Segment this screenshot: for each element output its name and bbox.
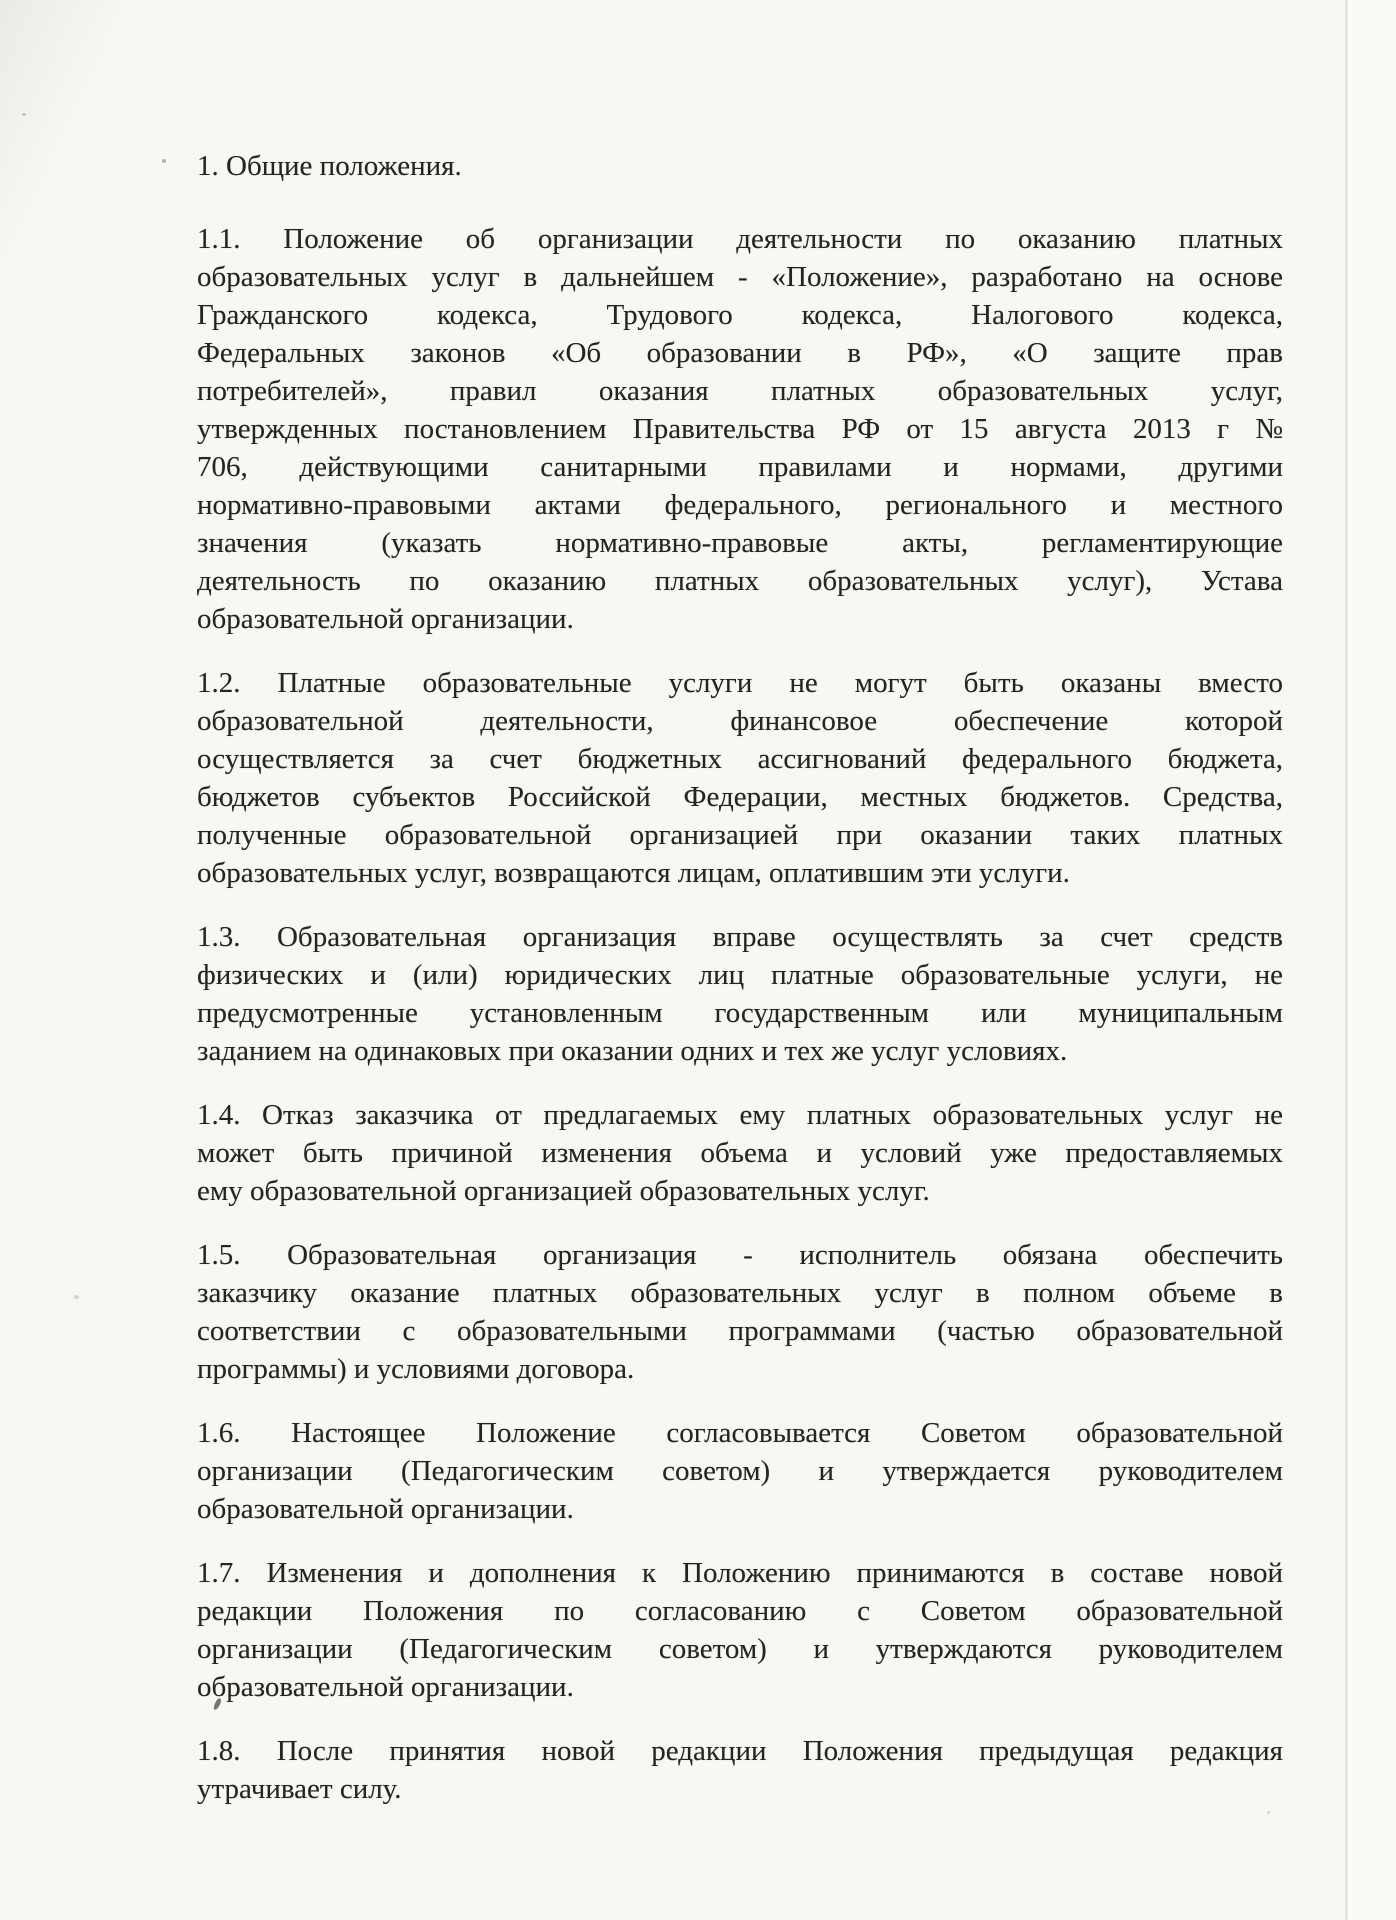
paper-edge-strip: [1348, 0, 1396, 1920]
text-line: утрачивает силу.: [197, 1773, 402, 1805]
text-line: образовательных услуг в дальнейшем - «Положение», разработано на основе: [197, 261, 1283, 293]
text-line: 706, действующими санитарными правилами и нормами, другими: [197, 451, 1283, 483]
text-line: 1.6. Настоящее Положение согласовывается Советом образовательной: [197, 1417, 1283, 1449]
text-line: соответствии с образовательными программами (частью образовательной: [197, 1315, 1283, 1347]
text-line: образовательной организации.: [197, 603, 574, 635]
text-line: заданием на одинаковых при оказании одних и тех же услуг условиях.: [197, 1035, 1068, 1067]
text-line: заказчику оказание платных образовательных услуг в полном объеме в: [197, 1277, 1283, 1309]
text-line: ему образовательной организацией образовательных услуг.: [197, 1175, 930, 1207]
text-line: может быть причиной изменения объема и условий уже предоставляемых: [197, 1137, 1283, 1169]
text-line: организации (Педагогическим советом) и утверждаются руководителем: [197, 1633, 1283, 1665]
paragraph-1-5: [197, 1236, 1283, 1388]
text-line: Федеральных законов «Об образовании в РФ», «О защите прав: [197, 337, 1283, 369]
text-line: 1.7. Изменения и дополнения к Положению принимаются в составе новой: [197, 1557, 1283, 1589]
text-line: 1.5. Образовательная организация - исполнитель обязана обеспечить: [197, 1239, 1283, 1271]
text-line: полученные образовательной организацией при оказании таких платных: [197, 819, 1283, 851]
paragraph-1-3: [197, 918, 1283, 1070]
text-line: предусмотренные установленным государственным или муниципальным: [197, 997, 1283, 1029]
text-line: деятельность по оказанию платных образовательных услуг), Устава: [197, 565, 1283, 597]
text-line: 1.1. Положение об организации деятельности по оказанию платных: [197, 223, 1283, 255]
text-line: 1.8. После принятия новой редакции Положения предыдущая редакция: [197, 1735, 1283, 1767]
document-text: [197, 147, 1283, 1834]
text-line: утвержденных постановлением Правительства РФ от 15 августа 2013 г №: [197, 413, 1283, 445]
text-line: осуществляется за счет бюджетных ассигнований федерального бюджета,: [197, 743, 1283, 775]
text-line: образовательных услуг, возвращаются лицам, оплатившим эти услуги.: [197, 857, 1070, 889]
text-line: образовательной организации.: [197, 1671, 574, 1703]
paragraph-1-8: [197, 1732, 1283, 1808]
text-line: потребителей», правил оказания платных образовательных услуг,: [197, 375, 1283, 407]
paragraph-1-6: [197, 1414, 1283, 1528]
paragraph-1-7: [197, 1554, 1283, 1706]
scan-speck: [74, 1295, 79, 1299]
text-line: организации (Педагогическим советом) и утверждается руководителем: [197, 1455, 1283, 1487]
text-line: образовательной организации.: [197, 1493, 574, 1525]
text-line: 1.3. Образовательная организация вправе осуществлять за счет средств: [197, 921, 1283, 953]
text-line: нормативно-правовыми актами федерального, регионального и местного: [197, 489, 1283, 521]
paragraph-1-1: [197, 220, 1283, 638]
text-line: физических и (или) юридических лиц платные образовательные услуги, не: [197, 959, 1283, 991]
text-line: 1.2. Платные образовательные услуги не могут быть оказаны вместо: [197, 667, 1283, 699]
text-line: бюджетов субъектов Российской Федерации, местных бюджетов. Средства,: [197, 781, 1283, 813]
text-line: Гражданского кодекса, Трудового кодекса, Налогового кодекса,: [197, 299, 1283, 331]
scan-speck: [22, 113, 26, 116]
text-line: 1.4. Отказ заказчика от предлагаемых ему платных образовательных услуг не: [197, 1099, 1283, 1131]
text-line: программы) и условиями договора.: [197, 1353, 635, 1385]
paragraph-1-4: [197, 1096, 1283, 1210]
scan-speck: [162, 159, 166, 163]
text-line: образовательной деятельности, финансовое обеспечение которой: [197, 705, 1283, 737]
paragraph-1-2: [197, 664, 1283, 892]
text-line: редакции Положения по согласованию с Советом образовательной: [197, 1595, 1283, 1627]
section-heading: 1. Общие положения.: [197, 150, 462, 182]
text-line: значения (указать нормативно-правовые акты, регламентирующие: [197, 527, 1283, 559]
